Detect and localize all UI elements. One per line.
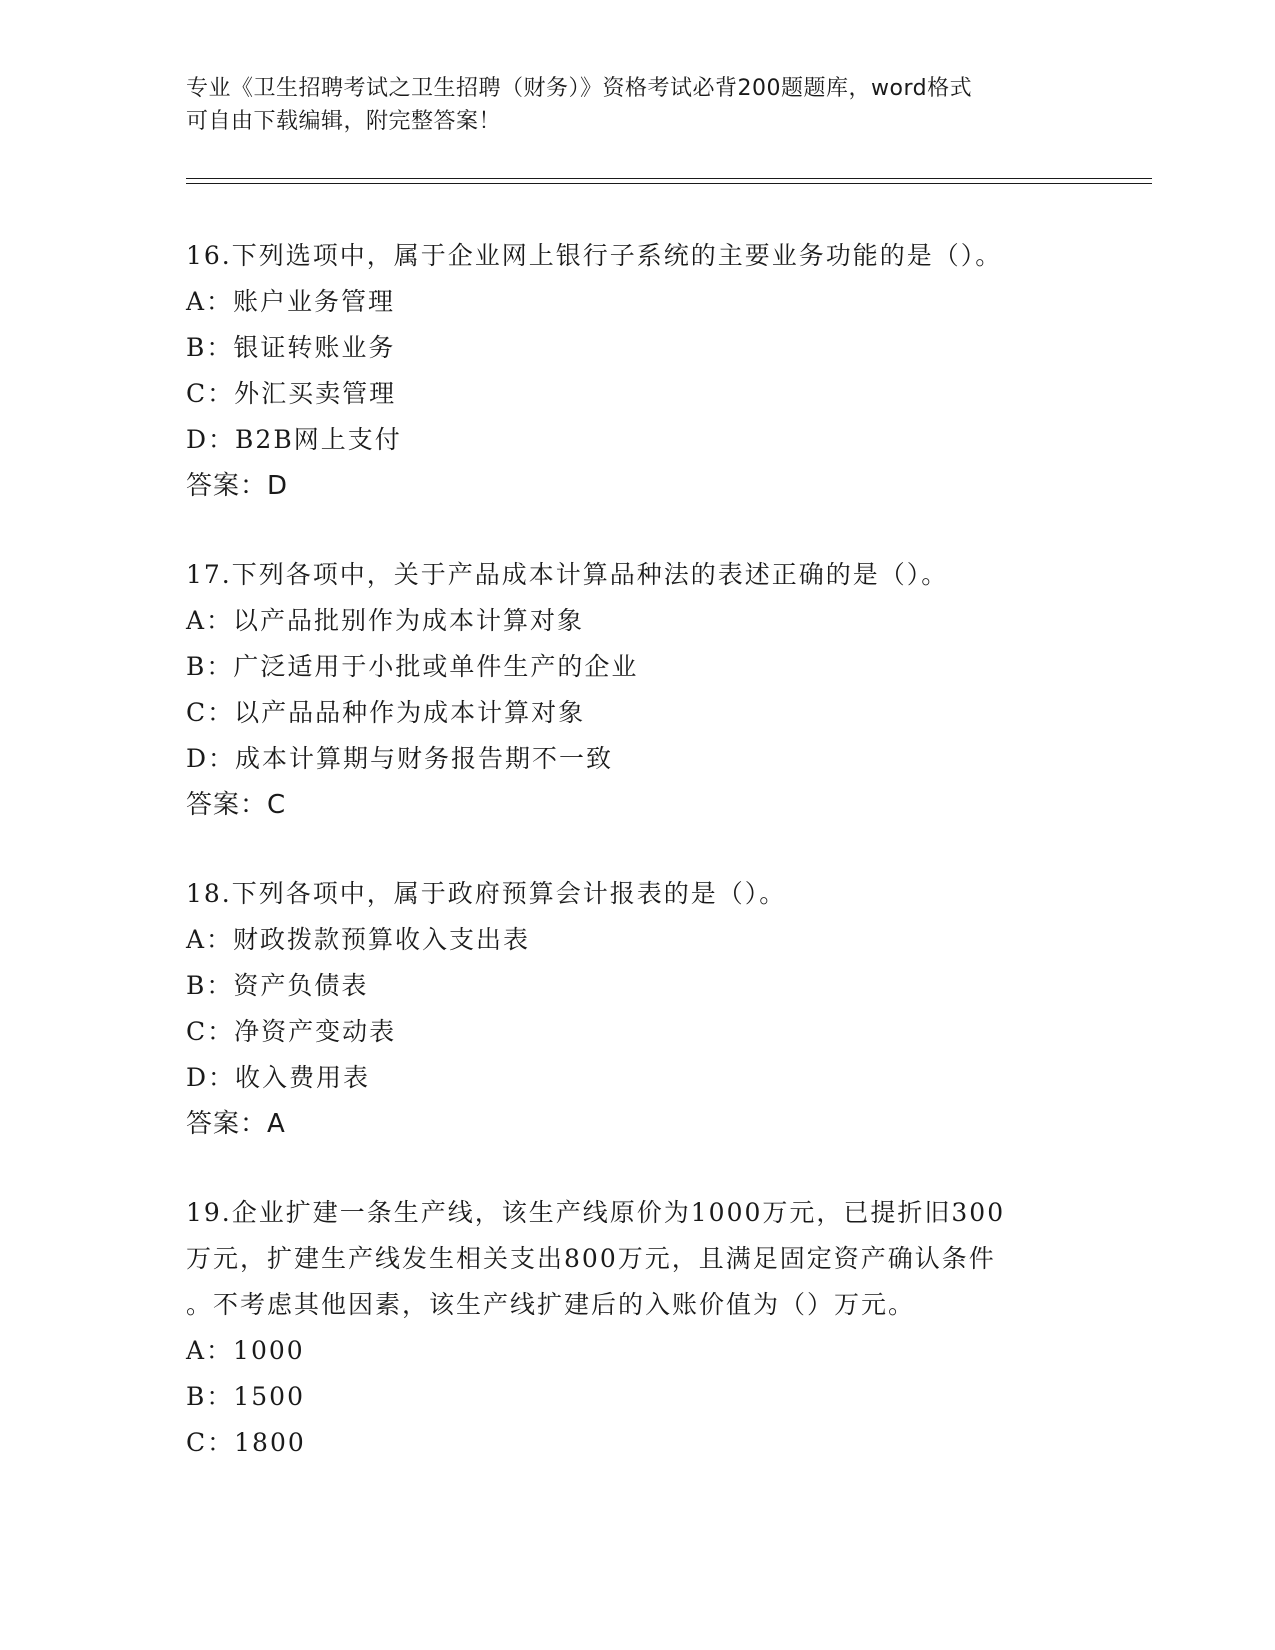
- question-19: [186, 1190, 1066, 1466]
- option-b: B：广泛适用于小批或单件生产的企业: [186, 652, 639, 681]
- question-16: [186, 233, 1066, 509]
- header-line-1: 专业《卫生招聘考试之卫生招聘（财务）》资格考试必背200题题库，word格式: [186, 76, 973, 101]
- option-a: A：财政拨款预算收入支出表: [186, 925, 531, 954]
- option-d: D：成本计算期与财务报告期不一致: [186, 744, 614, 773]
- option-b: B：银证转账业务: [186, 333, 396, 362]
- question-stem: 18.下列各项中，属于政府预算会计报表的是（）。: [186, 879, 787, 908]
- question-18: [186, 871, 1066, 1147]
- answer: 答案：C: [186, 790, 287, 820]
- option-b: B：资产负债表: [186, 971, 369, 1000]
- header-line-2: 可自由下载编辑，附完整答案！: [186, 109, 502, 134]
- option-a: A：以产品批别作为成本计算对象: [186, 606, 585, 635]
- option-c: C：净资产变动表: [186, 1017, 397, 1046]
- option-d: D：收入费用表: [186, 1063, 371, 1092]
- document-header: [186, 72, 1066, 138]
- question-stem-line-1: 19.企业扩建一条生产线，该生产线原价为1000万元，已提折旧300: [186, 1198, 1006, 1227]
- option-a: A：账户业务管理: [186, 287, 396, 316]
- option-d: D：B2B网上支付: [186, 425, 402, 454]
- option-c: C：以产品品种作为成本计算对象: [186, 698, 586, 727]
- option-c: C：外汇买卖管理: [186, 379, 397, 408]
- question-17: [186, 552, 1066, 828]
- option-a: A：1000: [186, 1336, 305, 1365]
- option-c: C：1800: [186, 1428, 306, 1457]
- answer: 答案：A: [186, 1109, 286, 1139]
- option-b: B：1500: [186, 1382, 305, 1411]
- question-stem-line-3: 。不考虑其他因素，该生产线扩建后的入账价值为（）万元。: [186, 1290, 916, 1319]
- header-divider-bottom: [186, 183, 1152, 184]
- answer: 答案：D: [186, 471, 289, 501]
- question-stem-line-2: 万元，扩建生产线发生相关支出800万元，且满足固定资产确认条件: [186, 1244, 996, 1273]
- question-stem: 17.下列各项中，关于产品成本计算品种法的表述正确的是（）。: [186, 560, 949, 589]
- question-stem: 16.下列选项中，属于企业网上银行子系统的主要业务功能的是（）。: [186, 241, 1003, 270]
- header-divider-top: [186, 178, 1152, 179]
